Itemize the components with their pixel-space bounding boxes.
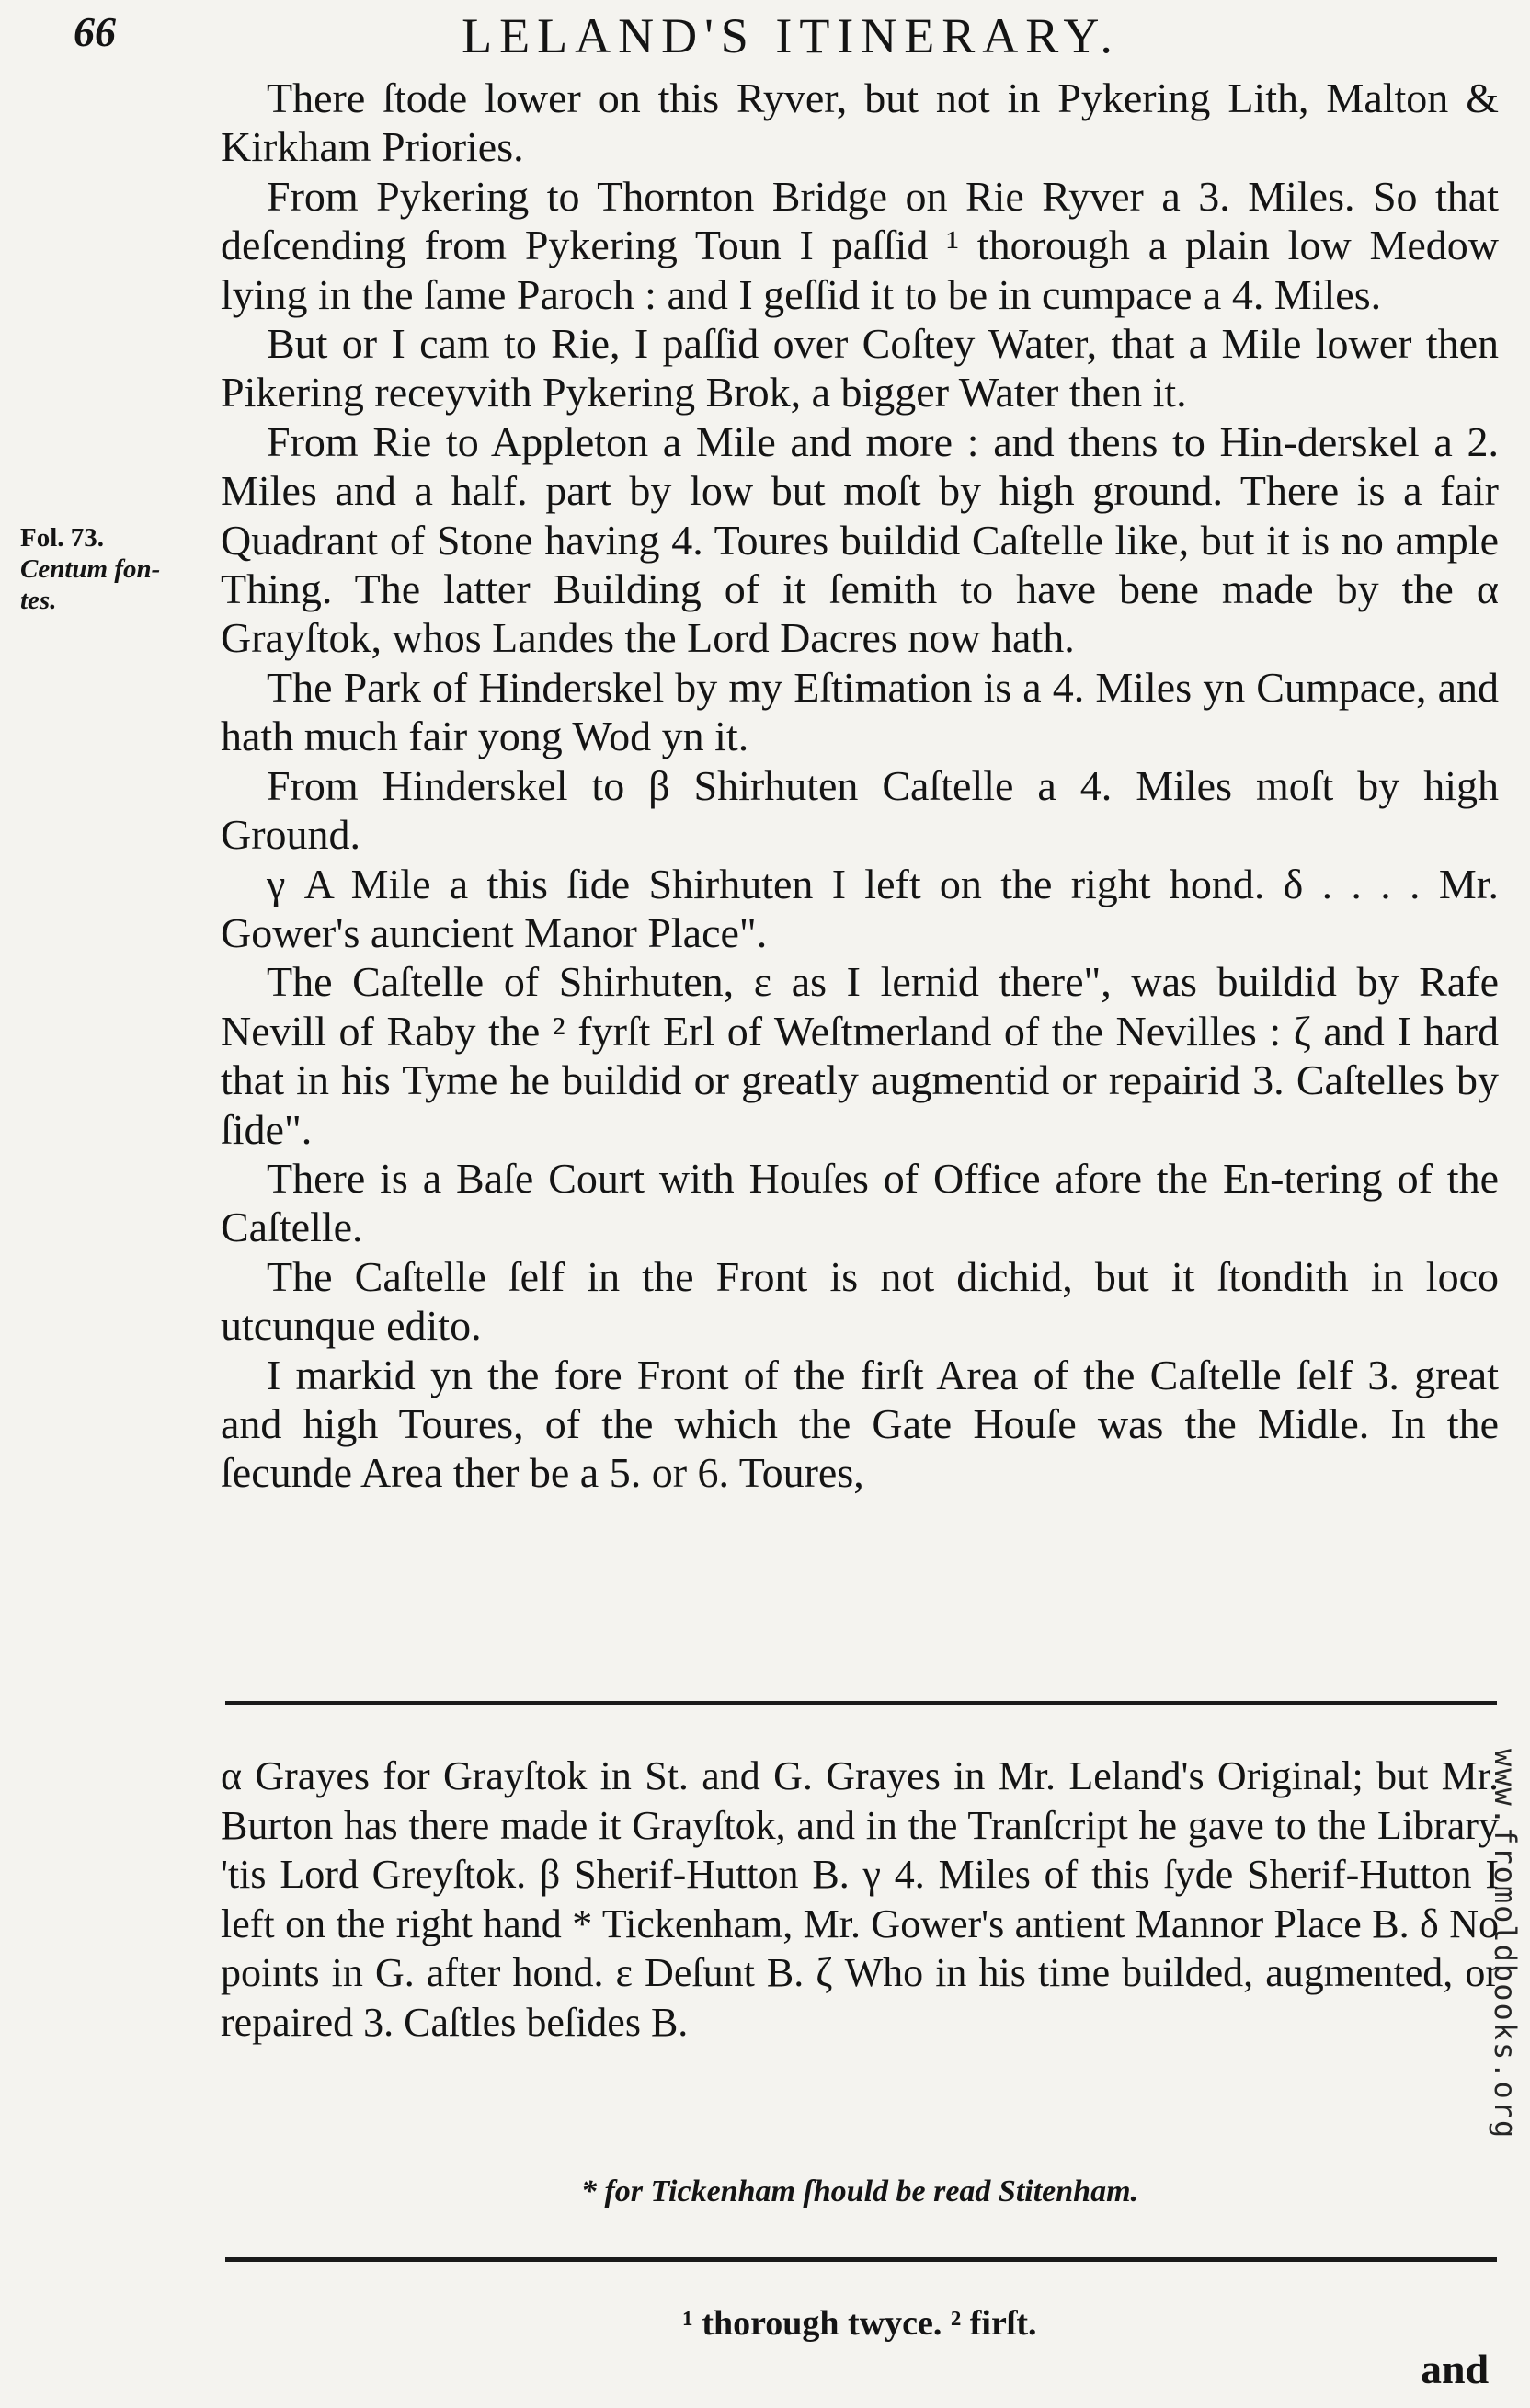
paragraph: From Hinderskel to β Shirhuten Caſtelle a 4. Miles moſt by high Ground. xyxy=(221,761,1499,859)
margin-latin-2: tes. xyxy=(20,586,57,615)
margin-folio: Fol. 73. xyxy=(20,523,105,553)
variant-readings: ¹ thorough twyce. ² firſt. xyxy=(682,2304,1037,2343)
page-number: 66 xyxy=(74,8,116,55)
paragraph: There is a Baſe Court with Houſes of Office afore the En-tering of the Caſtelle. xyxy=(221,1154,1499,1251)
paragraph: There ſtode lower on this Ryver, but not in Pykering Lith, Malton & Kirkham Priories. xyxy=(221,74,1499,171)
variants-divider xyxy=(225,2257,1497,2262)
margin-latin-1: Centum fon- xyxy=(20,554,161,584)
running-title: LELAND'S ITINERARY. xyxy=(462,8,1120,63)
footnote-divider xyxy=(225,1701,1497,1705)
paragraph: The Caſtelle ſelf in the Front is not dichid, but it ſtondith in loco utcunque edito. xyxy=(221,1252,1499,1350)
page-header xyxy=(74,7,1453,63)
main-text xyxy=(221,74,1499,1498)
paragraph: From Pykering to Thornton Bridge on Rie Ryver a 3. Miles. So that deſcending from Pykering Toun I paſſid ¹ thorough a plain low Medow lying in the ſame Paroch : and I geſſid it to be in cumpace a 4. Miles. xyxy=(221,172,1499,318)
paragraph: The Park of Hinderskel by my Eſtimation is a 4. Miles yn Cumpace, and hath much fair yong Wod yn it. xyxy=(221,663,1499,760)
footnote-text: α Grayes for Grayſtok in St. and G. Grayes in Mr. Leland's Original; but Mr. Burton has there made it Grayſtok, and in the Tranſcript he gave to the Library 'tis Lord Greyſtok. β Sherif-Hutton B. γ 4. Miles of this ſyde Sherif-Hutton I left on the right hand * Tickenham, Mr. Gower's antient Mannor Place B. δ No points in G. after hond. ε Deſunt B. ζ Who in his time builded, augmented, or repaired 3. Caſtles beſides B. xyxy=(221,1753,1499,2045)
paragraph: The Caſtelle of Shirhuten, ε as I lernid there", was buildid by Rafe Nevill of Raby the ² fyrſt Erl of Weſtmerland of the Nevilles : ζ and I hard that in his Tyme he buildid or greatly augmentid or repairid 3. Caſtelles by ſide". xyxy=(221,958,1499,1153)
paragraph: From Rie to Appleton a Mile and more : and thens to Hin-derskel a 2. Miles and a half. part by low but moſt by high ground. There is a fair Quadrant of Stone having 4. Toures buildid Caſtelle like, but it is no ample Thing. The latter Building of it ſemith to have bene made by the α Grayſtok, whos Landes the Lord Dacres now hath. xyxy=(221,417,1499,662)
sub-footnote: * for Tickenham ſhould be read Stitenham. xyxy=(580,2174,1139,2208)
paragraph: I markid yn the fore Front of the firſt Area of the Caſtelle ſelf 3. great and high Toures, of the which the Gate Houſe was the Midle. In the ſecunde Area ther be a 5. or 6. Toures, xyxy=(221,1351,1499,1497)
paragraph: But or I cam to Rie, I paſſid over Coſtey Water, that a Mile lower then Pikering receyvith Pykering Brok, a bigger Water then it. xyxy=(221,320,1499,417)
watermark: www.fromoldbooks.org xyxy=(1488,1749,1523,2140)
margin-note xyxy=(20,522,209,616)
paragraph: γ A Mile a this ſide Shirhuten I left on the right hond. δ . . . . Mr. Gower's auncient Manor Place". xyxy=(221,860,1499,956)
footnotes xyxy=(221,1752,1499,2048)
catchword: and xyxy=(1421,2345,1490,2392)
